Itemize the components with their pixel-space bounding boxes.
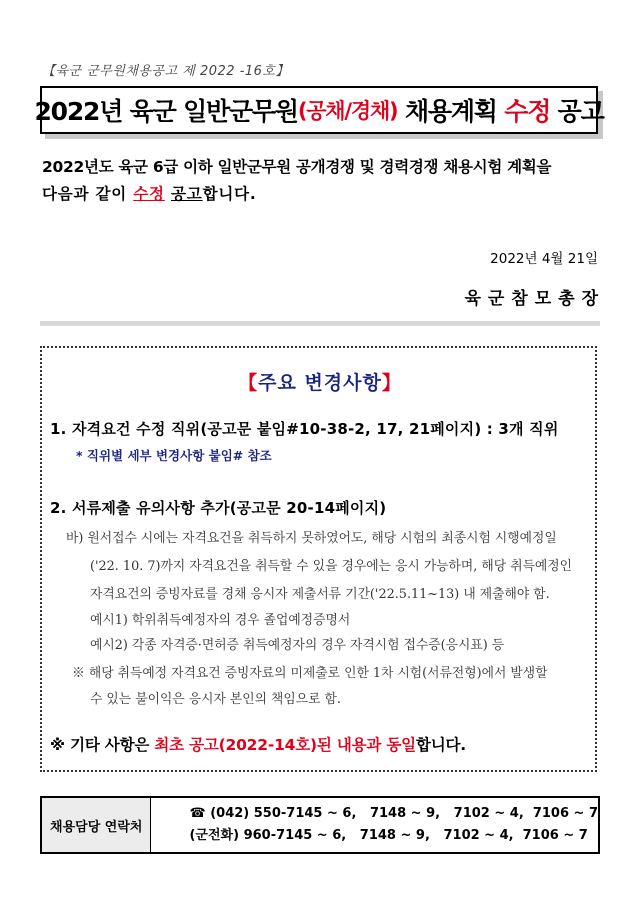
detail-line-1: 바) 원서접수 시에는 자격요건을 취득하지 못하였어도, 해당 시험의 최종시험 시행예정일 (66, 531, 557, 546)
intro-line-2 (42, 181, 602, 208)
notice-date: 2022년 4월 21일 (490, 251, 598, 267)
contact-numbers (151, 798, 598, 852)
title-notice: 공고 (550, 97, 604, 126)
contact-label: 채용담당 연락처 (42, 798, 151, 852)
title-recruit-type: (공채/경채) (297, 99, 398, 123)
contact-table (40, 796, 600, 854)
detail-caution-line-2: 수 있는 불이익은 응시자 본인의 책임으로 함. (90, 692, 341, 707)
detail-example-1: 예시1) 학위취득예정자의 경우 졸업예정증명서 (90, 613, 351, 628)
other-prefix: ※ 기타 사항은 (50, 736, 155, 754)
intro-revision-word: 수정 (133, 185, 165, 203)
other-matters (50, 733, 466, 755)
intro-notice-word: 공고 (171, 185, 203, 203)
heading-text: 주요 변경사항 (258, 372, 382, 394)
intro-ending: 합니다. (202, 185, 257, 203)
other-suffix: 합니다. (415, 736, 466, 754)
title-plan: 채용계획 (397, 97, 505, 126)
intro-line-1: 2022년도 육군 6급 이하 일반군무원 공개경쟁 및 경력경쟁 채용시험 계획을 (42, 158, 552, 176)
notice-number: 【육군 군무원채용공고 제 2022 -16호】 (42, 64, 289, 79)
intro-text: 다음과 같이 (42, 185, 134, 203)
issuing-organization: 육군참모총장 (464, 289, 605, 309)
change-item-1: 1. 자격요건 수정 직위(공고문 붙임#10-38-2, 17, 21페이지) : 3개 직위 (50, 420, 559, 438)
change-item-1-note: * 직위별 세부 변경사항 붙임# 참조 (76, 448, 272, 463)
intro-paragraph (42, 154, 602, 208)
detail-example-2: 예시2) 각종 자격증·면허증 취득예정자의 경우 자격시험 접수증(응시표) 등 (90, 638, 505, 653)
contact-military-line: (군전화) 960-7145 ~ 6, 7148 ~ 9, 7102 ~ 4, 7106 ~ 7 (189, 828, 588, 843)
detail-line-2: ('22. 10. 7)까지 자격요건을 취득할 수 있을 경우에는 응시 가능하며, 해당 취득예정인 (90, 559, 573, 574)
page-title (34, 86, 604, 134)
detail-line-3: 자격요건의 증빙자료를 경채 응시자 제출서류 기간('22.5.11~13) 내 제출해야 함. (90, 587, 550, 602)
title-revision: 수정 (504, 97, 551, 126)
heading-bracket-open: 【 (238, 372, 259, 394)
detail-caution-line-1: ※ 해당 취득예정 자격요건 증빙자료의 미제출로 인한 1차 시험(서류전형)에서 발생할 (72, 666, 548, 681)
heading-bracket-close: 】 (381, 372, 402, 394)
section-divider (40, 321, 600, 326)
change-item-2: 2. 서류제출 유의사항 추가(공고문 20-14페이지) (50, 499, 387, 517)
changes-heading (0, 368, 640, 395)
other-highlight: 최초 공고(2022-14호)된 내용과 동일 (154, 736, 416, 754)
contact-phone-line: ☎ (042) 550-7145 ~ 6, 7148 ~ 9, 7102 ~ 4, 7106 ~ 7 (189, 806, 598, 821)
title-main: 2022년 육군 일반군무원 (34, 97, 298, 126)
